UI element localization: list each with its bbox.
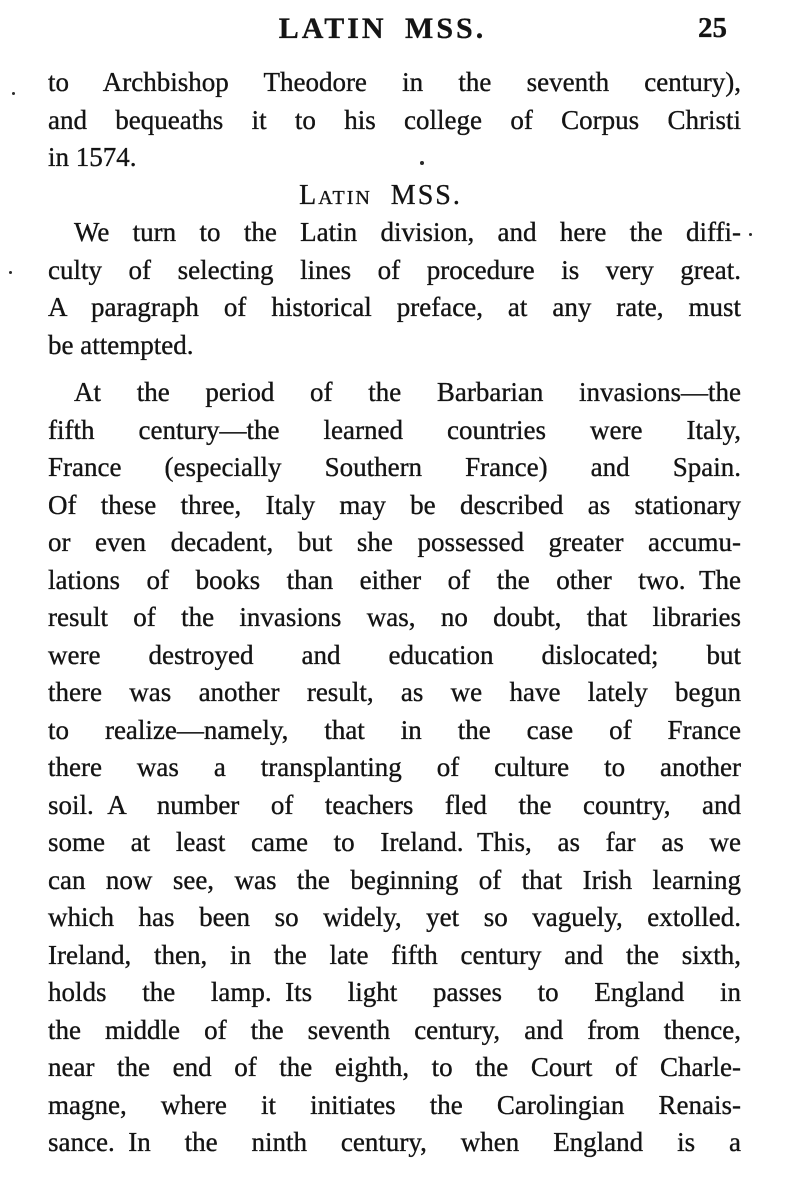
text-line: and bequeaths it to his college of Corpus Christi <box>48 104 741 135</box>
text-line: result of the invasions was, no doubt, that libraries <box>48 602 741 632</box>
text-line: be attempted. <box>48 329 194 360</box>
running-header <box>48 12 741 46</box>
text-line: there was a transplanting of culture to another <box>48 752 741 782</box>
paragraph <box>48 64 741 177</box>
text-line: near the end of the eighth, to the Court of Charle- <box>48 1052 741 1082</box>
text-line: to Archbishop Theodore in the seventh century), <box>48 67 741 97</box>
running-header-title: LATIN MSS. <box>278 12 487 45</box>
page-number: 25 <box>698 12 727 44</box>
scan-speck <box>749 233 752 236</box>
section-heading: Latin MSS. <box>299 179 462 211</box>
text-line: can now see, was the beginning of that Irish learning <box>48 864 741 895</box>
text-line: some at least came to Ireland. This, as far as we <box>48 827 741 857</box>
scan-speck <box>9 271 12 274</box>
scan-speck <box>12 92 15 95</box>
paragraph <box>48 214 741 364</box>
scan-speck <box>420 161 424 165</box>
text-line: At the period of the Barbarian invasions—the <box>74 377 741 407</box>
text-line: soil. A number of teachers fled the country, and <box>48 789 741 820</box>
paragraph <box>48 374 741 1162</box>
text-line: there was another result, as we have lately begun <box>48 677 741 707</box>
text-line: A paragraph of historical preface, at any rate, must <box>48 292 741 322</box>
text-line: the middle of the seventh century, and from thence, <box>48 1014 741 1045</box>
text-line: lations of books than either of the other two. The <box>48 564 741 595</box>
text-line: which has been so widely, yet so vaguely, extolled. <box>48 902 741 932</box>
text-line: We turn to the Latin division, and here the diffi- <box>74 217 741 247</box>
text-line: Of these three, Italy may be described as stationary <box>48 489 741 520</box>
text-line: holds the lamp. Its light passes to England in <box>48 977 741 1007</box>
text-line: in 1574. <box>48 142 137 172</box>
text-line: Ireland, then, in the late fifth century and the sixth, <box>48 939 741 970</box>
text-line: to realize—namely, that in the case of France <box>48 714 741 745</box>
text-line: France (especially Southern France) and Spain. <box>48 452 741 482</box>
text-line: were destroyed and education dislocated; but <box>48 639 741 670</box>
text-line: fifth century—the learned countries were Italy, <box>48 414 741 445</box>
text-line: sance. In the ninth century, when England is a <box>48 1127 741 1157</box>
text-line: culty of selecting lines of procedure is very great. <box>48 254 741 285</box>
text-line: magne, where it initiates the Carolingian Renais- <box>48 1089 741 1120</box>
text-line: or even decadent, but she possessed greater accumu- <box>48 527 741 557</box>
